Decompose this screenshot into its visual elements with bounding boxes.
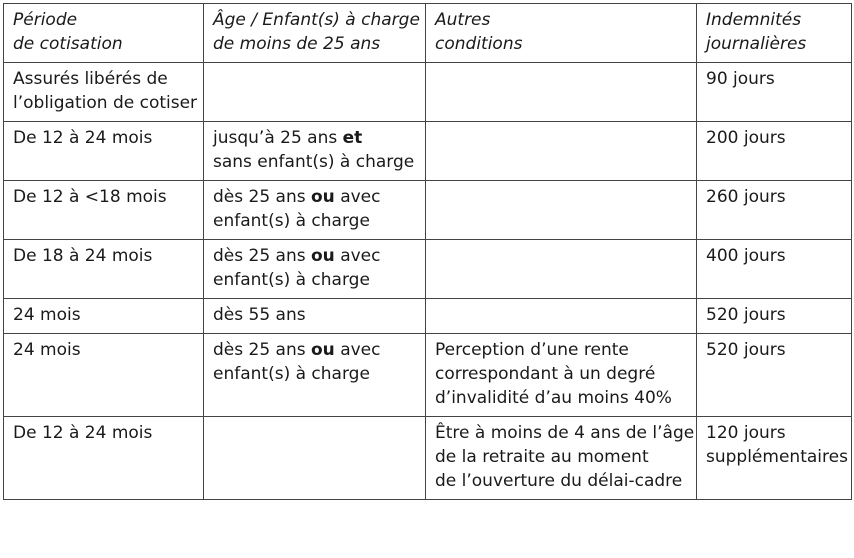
period-line: De 12 à 24 mois	[13, 423, 153, 443]
cell-age	[204, 240, 426, 299]
period-line: 24 mois	[13, 305, 81, 325]
period-line: De 12 à 24 mois	[13, 128, 153, 148]
days-line: 260 jours	[706, 187, 786, 207]
cell-other	[426, 181, 697, 240]
cell-other	[426, 334, 697, 417]
cell-days	[697, 417, 852, 500]
cell-other	[426, 240, 697, 299]
cell-days	[697, 240, 852, 299]
cell-period	[4, 181, 204, 240]
cell-other	[426, 63, 697, 122]
age-text: dès 25 ans	[213, 187, 311, 207]
days-line: 520 jours	[706, 305, 786, 325]
other-line: de l’ouverture du délai-cadre	[435, 471, 683, 491]
period-line: 24 mois	[13, 340, 81, 360]
cell-age	[204, 417, 426, 500]
age-line: enfant(s) à charge	[213, 364, 370, 384]
age-keyword: ou	[311, 340, 335, 360]
age-text: avec	[334, 187, 381, 207]
table-row	[4, 63, 852, 122]
age-line	[213, 244, 417, 268]
other-line: Être à moins de 4 ans de l’âge	[435, 423, 695, 443]
other-line: correspondant à un degré	[435, 364, 656, 384]
cell-other	[426, 417, 697, 500]
cell-period	[4, 63, 204, 122]
period-line: l’obligation de cotiser	[13, 93, 198, 113]
age-line: dès 55 ans	[213, 305, 306, 325]
table-row	[4, 181, 852, 240]
table-row	[4, 334, 852, 417]
cell-period	[4, 417, 204, 500]
cell-days	[697, 334, 852, 417]
other-line: d’invalidité d’au moins 40%	[435, 388, 672, 408]
other-line: Perception d’une rente	[435, 340, 629, 360]
header-row	[4, 4, 852, 63]
age-line: enfant(s) à charge	[213, 270, 370, 290]
other-line: de la retraite au moment	[435, 447, 649, 467]
age-line	[213, 185, 417, 209]
cell-days	[697, 181, 852, 240]
header-period-line1: Période	[13, 10, 78, 30]
age-text: jusqu’à 25 ans	[213, 128, 343, 148]
period-line: De 18 à 24 mois	[13, 246, 153, 266]
cell-period	[4, 122, 204, 181]
benefits-table	[3, 3, 852, 500]
age-line	[213, 126, 417, 150]
cell-age	[204, 334, 426, 417]
age-text: dès 25 ans	[213, 246, 311, 266]
days-line: supplémentaires	[706, 447, 848, 467]
cell-age	[204, 63, 426, 122]
header-age-line1: Âge / Enfant(s) à charge	[213, 10, 420, 30]
header-days-line1: Indemnités	[706, 10, 802, 30]
table-row	[4, 240, 852, 299]
age-keyword: ou	[311, 187, 335, 207]
age-keyword: et	[342, 128, 363, 148]
header-other	[426, 4, 697, 63]
table-row	[4, 122, 852, 181]
header-other-line2: conditions	[435, 34, 523, 54]
cell-days	[697, 299, 852, 334]
cell-age	[204, 181, 426, 240]
cell-period	[4, 334, 204, 417]
header-other-line1: Autres	[435, 10, 491, 30]
age-text: dès 25 ans	[213, 340, 311, 360]
cell-period	[4, 240, 204, 299]
cell-age	[204, 122, 426, 181]
cell-other	[426, 122, 697, 181]
header-period-line2: de cotisation	[13, 34, 123, 54]
days-line: 200 jours	[706, 128, 786, 148]
cell-days	[697, 63, 852, 122]
age-line	[213, 338, 417, 362]
period-line: De 12 à <18 mois	[13, 187, 167, 207]
header-period	[4, 4, 204, 63]
header-days	[697, 4, 852, 63]
table-row	[4, 417, 852, 500]
cell-age	[204, 299, 426, 334]
cell-other	[426, 299, 697, 334]
age-keyword: ou	[311, 246, 335, 266]
period-line: Assurés libérés de	[13, 69, 168, 89]
cell-period	[4, 299, 204, 334]
header-days-line2: journalières	[706, 34, 807, 54]
age-line: sans enfant(s) à charge	[213, 152, 415, 172]
days-line: 120 jours	[706, 423, 786, 443]
header-age-line2: de moins de 25 ans	[213, 34, 381, 54]
days-line: 520 jours	[706, 340, 786, 360]
header-age	[204, 4, 426, 63]
days-line: 90 jours	[706, 69, 775, 89]
table-row	[4, 299, 852, 334]
age-text: avec	[334, 246, 381, 266]
days-line: 400 jours	[706, 246, 786, 266]
age-line: enfant(s) à charge	[213, 211, 370, 231]
age-text: avec	[334, 340, 381, 360]
cell-days	[697, 122, 852, 181]
